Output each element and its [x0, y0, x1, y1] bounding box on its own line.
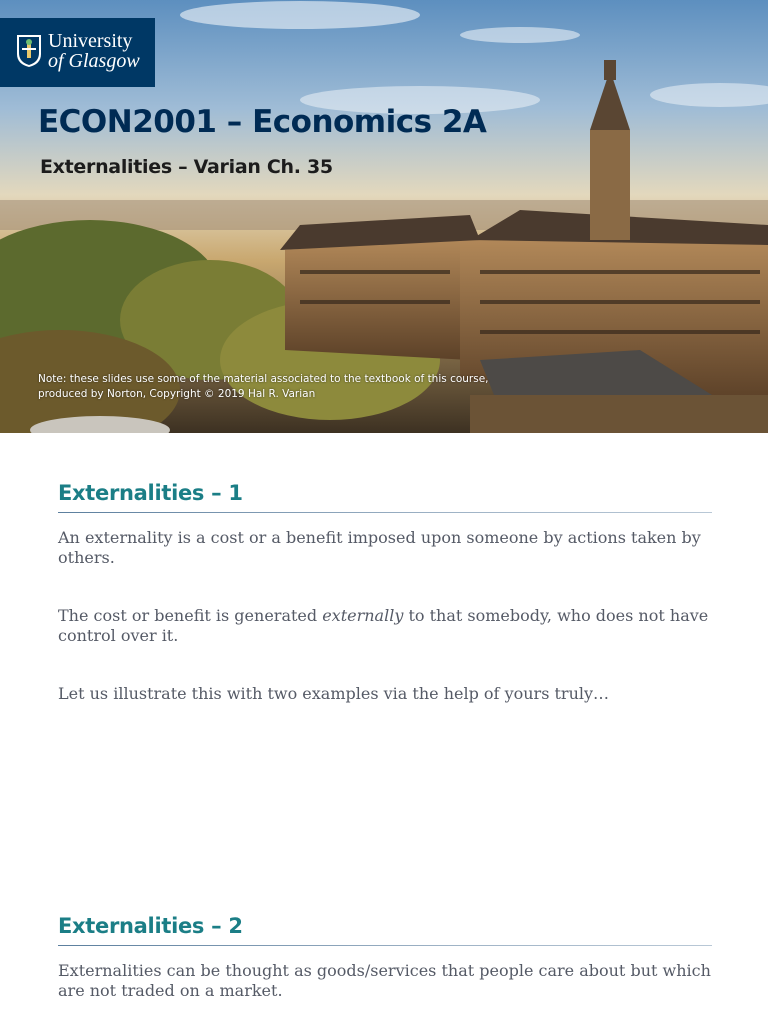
university-logo	[0, 18, 155, 87]
slide-externalities-2	[0, 866, 768, 1026]
course-title: ECON2001 – Economics 2A	[38, 104, 487, 140]
paragraph-externally	[58, 606, 718, 646]
note-line-2: produced by Norton, Copyright © 2019 Hal R. Varian	[38, 388, 316, 400]
paragraph-definition: An externality is a cost or a benefit imposed upon someone by actions taken by others.	[58, 528, 701, 567]
logo-wordmark	[48, 31, 140, 71]
lecture-subtitle: Externalities – Varian Ch. 35	[40, 156, 333, 178]
title-slide	[0, 0, 768, 433]
note-line-1: Note: these slides use some of the material associated to the textbook of this course,	[38, 373, 489, 385]
slide-externalities-1	[0, 433, 768, 866]
crest-icon	[16, 34, 42, 68]
slide-heading: Externalities – 2	[58, 914, 243, 938]
copyright-note	[38, 372, 498, 402]
heading-divider	[58, 945, 712, 946]
heading-divider	[58, 512, 712, 513]
emphasis-externally: externally	[322, 606, 404, 625]
logo-line-1: University	[48, 30, 133, 52]
logo-line-2: of Glasgow	[48, 50, 140, 72]
paragraph-goods-services: Externalities can be thought as goods/services that people care about but which are not traded on a market.	[58, 961, 711, 1000]
paragraph-text-before: The cost or benefit is generated	[58, 606, 323, 625]
slide-heading: Externalities – 1	[58, 481, 243, 505]
paragraph-illustrate: Let us illustrate this with two examples via the help of yours truly…	[58, 684, 610, 703]
paragraph-text-after: to that somebody, who does not have control over it.	[58, 606, 709, 645]
